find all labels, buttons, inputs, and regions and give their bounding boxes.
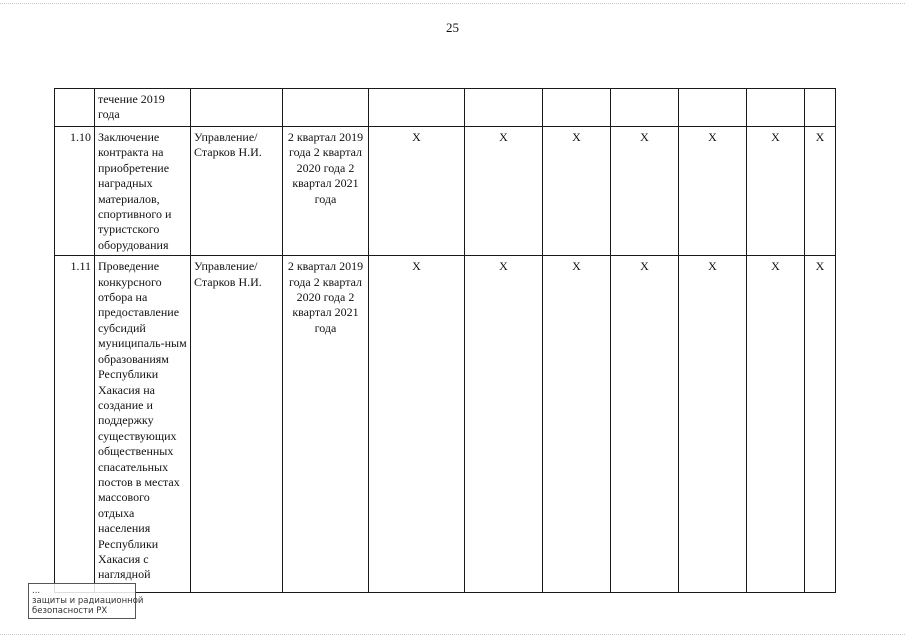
mark-cell	[679, 89, 747, 127]
activity-cell: Заключение контракта на приобретение наградных материалов, спортивного и туристского оборудования	[95, 127, 191, 256]
stamp-line: защиты и радиационной	[32, 596, 144, 606]
mark-cell	[369, 89, 465, 127]
mark-cell: Х	[465, 256, 543, 593]
table-row	[55, 256, 836, 593]
mark-cell: Х	[747, 256, 805, 593]
row-number: 1.10	[55, 127, 95, 256]
mark-cell	[805, 89, 836, 127]
period-cell: 2 квартал 2019 года 2 квартал 2020 года 2 квартал 2021 года	[283, 256, 369, 593]
mark-cell	[611, 89, 679, 127]
executor-cell: Управление/ Старков Н.И.	[191, 127, 283, 256]
mark-cell	[543, 89, 611, 127]
scan-edge-bottom	[0, 634, 905, 636]
row-number	[55, 89, 95, 127]
period-cell	[283, 89, 369, 127]
mark-cell: Х	[369, 127, 465, 256]
activity-cell: течение 2019 года	[95, 89, 191, 127]
mark-cell: Х	[543, 127, 611, 256]
plan-table	[54, 88, 836, 593]
period-cell: 2 квартал 2019 года 2 квартал 2020 года 2 квартал 2021 года	[283, 127, 369, 256]
mark-cell: Х	[805, 127, 836, 256]
executor-cell: Управление/ Старков Н.И.	[191, 256, 283, 593]
mark-cell	[465, 89, 543, 127]
mark-cell: Х	[679, 127, 747, 256]
executor-cell	[191, 89, 283, 127]
activity-cell: Проведение конкурсного отбора на предоставление субсидий муниципаль-ным образованиям Республики Хакасия на создание и поддержку существующих общественных спасательных постов в местах массового отдыха населения Республики Хакасия с наглядной	[95, 256, 191, 593]
page-number: 25	[446, 20, 459, 35]
stamp-line: безопасности РХ	[32, 606, 108, 616]
table-row	[55, 89, 836, 127]
mark-cell: Х	[679, 256, 747, 593]
mark-cell: Х	[465, 127, 543, 256]
stamp-line: ...	[32, 586, 41, 596]
mark-cell: Х	[805, 256, 836, 593]
mark-cell: Х	[369, 256, 465, 593]
registration-stamp	[28, 583, 144, 619]
mark-cell: Х	[611, 127, 679, 256]
mark-cell: Х	[543, 256, 611, 593]
table-row	[55, 127, 836, 256]
mark-cell	[747, 89, 805, 127]
mark-cell: Х	[747, 127, 805, 256]
row-number: 1.11	[55, 256, 95, 593]
scan-edge-top	[0, 3, 905, 5]
mark-cell: Х	[611, 256, 679, 593]
